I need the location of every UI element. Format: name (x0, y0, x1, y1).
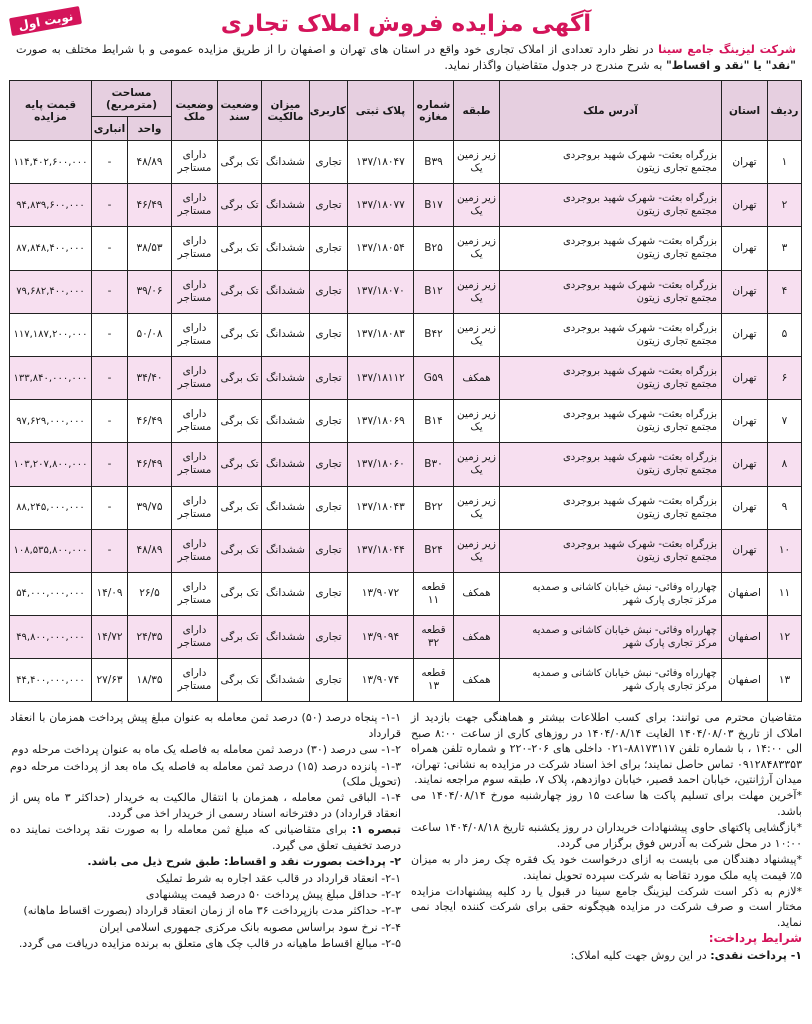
row-doc: تک برگی (218, 400, 262, 443)
row-address (500, 313, 722, 356)
row-status: دارای مستاجر (172, 227, 218, 270)
address-line-1: بزرگراه بعثت- شهرک شهید بروجردی (562, 366, 717, 378)
table-row (10, 572, 802, 615)
address-line-2: مجتمع تجاری زیتون (636, 249, 717, 261)
row-shop: قطعه ۱۳ (414, 659, 454, 702)
row-address (500, 443, 722, 486)
row-status: دارای مستاجر (172, 184, 218, 227)
row-status: دارای مستاجر (172, 356, 218, 399)
row-unit-area: ۲۴/۳۵ (128, 616, 172, 659)
col-area: مساحت (مترمربع) (92, 81, 172, 117)
row-price: ۱۰۳,۲۰۷,۸۰۰,۰۰۰ (10, 443, 92, 486)
row-plate: ۱۳۷/۱۸۱۱۲ (348, 356, 414, 399)
row-price: ۱۱۷,۱۸۷,۲۰۰,۰۰۰ (10, 313, 92, 356)
row-plate: ۱۳۷/۱۸۰۶۹ (348, 400, 414, 443)
cash-payment-label: ۱- پرداخت نقدی: (710, 948, 802, 962)
row-ownership: ششدانگ (262, 313, 310, 356)
discretion-note: *لازم به ذکر است شرکت لیزینگ جامع سینا در قبول یا رد کلیه پیشنهادات مزایده مختار است و صرف شرکت در مزایده هیچگونه حقی برای شرکت کننده ایجاد نمی نماید. (411, 884, 802, 929)
row-ownership: ششدانگ (262, 141, 310, 184)
table-row (10, 356, 802, 399)
table-row (10, 313, 802, 356)
address-line-1: چهارراه وفائی- نبش خیابان کاشانی و صمدیه (532, 625, 717, 637)
deadline-note: *آخرین مهلت برای تسلیم پاکت ها ساعت ۱۵ روز چهارشنبه مورخ ۱۴۰۴/۰۸/۱۴ می باشد. (411, 789, 802, 818)
row-shop: B۴۲ (414, 313, 454, 356)
row-status: دارای مستاجر (172, 141, 218, 184)
row-province: تهران (722, 486, 768, 529)
row-address (500, 400, 722, 443)
row-doc: تک برگی (218, 486, 262, 529)
row-floor: زیر زمین یک (454, 227, 500, 270)
row-price: ۴۴,۴۰۰,۰۰۰,۰۰۰ (10, 659, 92, 702)
table-body (10, 141, 802, 702)
row-usage: تجاری (310, 141, 348, 184)
row-address (500, 227, 722, 270)
row-status: دارای مستاجر (172, 313, 218, 356)
row-number: ۱ (768, 141, 802, 184)
row-doc: تک برگی (218, 184, 262, 227)
term-2-2: ۲-۲- حداقل مبلغ پیش پرداخت ۵۰ درصد قیمت پیشنهادی (145, 887, 401, 901)
address-line-2: مرکز تجاری پارک شهر (623, 681, 717, 693)
row-floor: همکف (454, 659, 500, 702)
row-usage: تجاری (310, 270, 348, 313)
row-shop: B۲۲ (414, 486, 454, 529)
row-province: تهران (722, 270, 768, 313)
row-province: تهران (722, 184, 768, 227)
row-number: ۷ (768, 400, 802, 443)
row-doc: تک برگی (218, 443, 262, 486)
address-line-2: مرکز تجاری پارک شهر (623, 638, 717, 650)
address-line-1: بزرگراه بعثت- شهرک شهید بروجردی (562, 150, 717, 162)
row-storage-area: - (92, 486, 128, 529)
row-ownership: ششدانگ (262, 400, 310, 443)
col-status: وضعیت ملک (172, 81, 218, 141)
col-price: قیمت پایه مزایده (10, 81, 92, 141)
row-status: دارای مستاجر (172, 659, 218, 702)
intro-paragraph (10, 42, 802, 76)
col-ownership: میزان مالکیت (262, 81, 310, 141)
row-number: ۴ (768, 270, 802, 313)
address-line-2: مجتمع تجاری زیتون (636, 335, 717, 347)
row-province: تهران (722, 443, 768, 486)
address-line-1: بزرگراه بعثت- شهرک شهید بروجردی (562, 322, 717, 334)
row-storage-area: - (92, 227, 128, 270)
row-storage-area: ۲۷/۶۳ (92, 659, 128, 702)
opening-note: *بازگشایی پاکتهای حاوی پیشنهادات خریداران در روز یکشنبه تاریخ ۱۴۰۴/۰۸/۱۸ ساعت ۱۰:۰۰ در محل شرکت به آدرس فوق برگزار می گردد. (411, 821, 802, 850)
term-2-5: ۲-۵- مبالغ اقساط ماهیانه در قالب چک های متعلق به برنده مزایده دریافت می گردد. (18, 937, 401, 951)
row-address (500, 356, 722, 399)
page-title: آگهی مزایده فروش املاک تجاری (220, 11, 592, 37)
col-storage: انباری (92, 117, 128, 141)
row-number: ۵ (768, 313, 802, 356)
term-1-2: ۱-۲- سی درصد (۳۰) درصد ثمن معامله به فاصله یک ماه به عنوان پرداخت مرحله دوم (11, 743, 401, 757)
row-status: دارای مستاجر (172, 572, 218, 615)
row-usage: تجاری (310, 659, 348, 702)
address-line-1: چهارراه وفائی- نبش خیابان کاشانی و صمدیه (532, 668, 717, 680)
row-address (500, 659, 722, 702)
header (10, 8, 802, 42)
row-number: ۹ (768, 486, 802, 529)
row-shop: B۳۹ (414, 141, 454, 184)
row-number: ۶ (768, 356, 802, 399)
row-unit-area: ۳۸/۵۳ (128, 227, 172, 270)
row-province: اصفهان (722, 616, 768, 659)
row-storage-area: - (92, 356, 128, 399)
row-doc: تک برگی (218, 141, 262, 184)
row-usage: تجاری (310, 313, 348, 356)
row-floor: زیر زمین یک (454, 400, 500, 443)
row-usage: تجاری (310, 616, 348, 659)
term-1-3: ۱-۳- پانزده درصد (۱۵) درصد ثمن معامله به فاصله یک ماه بعد از پرداخت مرحله دوم (تحویل ملک) (10, 759, 401, 789)
row-shop: G۵۹ (414, 356, 454, 399)
row-unit-area: ۴۶/۴۹ (128, 400, 172, 443)
row-floor: زیر زمین یک (454, 443, 500, 486)
row-unit-area: ۴۸/۸۹ (128, 141, 172, 184)
row-ownership: ششدانگ (262, 227, 310, 270)
row-price: ۷۹,۶۸۲,۴۰۰,۰۰۰ (10, 270, 92, 313)
row-price: ۹۴,۸۳۹,۶۰۰,۰۰۰ (10, 184, 92, 227)
row-plate: ۱۳/۹۰۹۴ (348, 616, 414, 659)
intro-text-2: به شرح مندرج در جدول متقاضیان واگذار نماید. (444, 59, 666, 72)
row-number: ۸ (768, 443, 802, 486)
term-2-1: ۲-۱- انعقاد قرارداد در قالب عقد اجاره به شرط تملیک (156, 871, 401, 885)
row-doc: تک برگی (218, 529, 262, 572)
row-ownership: ششدانگ (262, 616, 310, 659)
address-line-1: بزرگراه بعثت- شهرک شهید بروجردی (562, 409, 717, 421)
term-1-4: ۱-۴- الباقی ثمن معامله ، همزمان با انتقال مالکیت به خریدار (حداکثر ۳ ماه پس از انعقاد قرارداد) در دفترخانه اسناد رسمی از خریدار اخذ می گردد. (10, 791, 401, 820)
row-ownership: ششدانگ (262, 572, 310, 615)
row-unit-area: ۳۹/۷۵ (128, 486, 172, 529)
table-row (10, 227, 802, 270)
row-address (500, 529, 722, 572)
term-1-1: ۱-۱- پنجاه درصد (۵۰) درصد ثمن معامله به عنوان مبلغ پیش پرداخت همزمان با انعقاد قرارداد (10, 711, 402, 740)
row-doc: تک برگی (218, 313, 262, 356)
row-plate: ۱۳۷/۱۸۰۷۷ (348, 184, 414, 227)
row-unit-area: ۴۶/۴۹ (128, 184, 172, 227)
col-floor: طبقه (454, 81, 500, 141)
row-ownership: ششدانگ (262, 529, 310, 572)
row-plate: ۱۳۷/۱۸۰۵۴ (348, 227, 414, 270)
col-shop: شماره مغازه (414, 81, 454, 141)
address-line-2: مجتمع تجاری زیتون (636, 379, 717, 391)
row-unit-area: ۴۶/۴۹ (128, 443, 172, 486)
address-line-1: بزرگراه بعثت- شهرک شهید بروجردی (562, 495, 717, 507)
row-unit-area: ۱۸/۳۵ (128, 659, 172, 702)
row-floor: زیر زمین یک (454, 141, 500, 184)
row-plate: ۱۳۷/۱۸۰۴۴ (348, 529, 414, 572)
row-number: ۲ (768, 184, 802, 227)
row-price: ۱۰۸,۵۳۵,۸۰۰,۰۰۰ (10, 529, 92, 572)
row-floor: همکف (454, 572, 500, 615)
row-usage: تجاری (310, 486, 348, 529)
row-ownership: ششدانگ (262, 659, 310, 702)
row-plate: ۱۳/۹۰۷۴ (348, 659, 414, 702)
row-usage: تجاری (310, 572, 348, 615)
row-ownership: ششدانگ (262, 270, 310, 313)
row-storage-area: - (92, 313, 128, 356)
row-storage-area: ۱۴/۰۹ (92, 572, 128, 615)
row-shop: B۱۴ (414, 400, 454, 443)
row-usage: تجاری (310, 227, 348, 270)
row-address (500, 270, 722, 313)
row-status: دارای مستاجر (172, 486, 218, 529)
row-province: تهران (722, 141, 768, 184)
row-unit-area: ۳۹/۰۶ (128, 270, 172, 313)
row-ownership: ششدانگ (262, 486, 310, 529)
contact-paragraph: متقاضیان محترم می توانند: برای کسب اطلاعات بیشتر و هماهنگی جهت بازدید از املاک از تاریخ ۱۴۰۴/۰۸/۰۳ الغایت ۱۴۰۴/۰۸/۱۴ در روزهای کاری از ساعت ۸:۰۰ صبح الی ۱۴:۰۰ ، با شماره تلفن ۸۸۱۷۳۱۱۷-۰۲۱ داخلی های ۲۰۶-۲۲۰ و شماره تلفن همراه ۰۹۱۲۸۴۸۳۳۵۳ تماس حاصل نمایند؛ برای اخذ اسناد شرکت در مزایده به نشانی: تهران، میدان آرژانتین، خیابان احمد قصیر، خیابان دوازدهم، پلاک ۷، طبقه سوم مراجعه نمایند. (411, 711, 802, 787)
row-storage-area: - (92, 270, 128, 313)
table-row (10, 529, 802, 572)
row-address (500, 141, 722, 184)
row-floor: زیر زمین یک (454, 184, 500, 227)
row-ownership: ششدانگ (262, 356, 310, 399)
terms-section (10, 710, 802, 1015)
col-province: استان (722, 81, 768, 141)
address-line-1: چهارراه وفائی- نبش خیابان کاشانی و صمدیه (532, 581, 717, 593)
row-shop: B۳۰ (414, 443, 454, 486)
row-price: ۸۷,۸۴۸,۴۰۰,۰۰۰ (10, 227, 92, 270)
row-shop: قطعه ۱۱ (414, 572, 454, 615)
col-unit: واحد (128, 117, 172, 141)
row-shop: B۱۲ (414, 270, 454, 313)
row-floor: زیر زمین یک (454, 529, 500, 572)
row-plate: ۱۳۷/۱۸۰۶۰ (348, 443, 414, 486)
row-doc: تک برگی (218, 270, 262, 313)
intro-payment-types: "نقد" یا "نقد و اقساط" (665, 59, 796, 72)
row-doc: تک برگی (218, 356, 262, 399)
address-line-2: مجتمع تجاری زیتون (636, 508, 717, 520)
discount-note (10, 822, 401, 853)
row-unit-area: ۵۰/۰۸ (128, 313, 172, 356)
row-unit-area: ۲۶/۵ (128, 572, 172, 615)
row-address (500, 616, 722, 659)
row-storage-area: - (92, 400, 128, 443)
term-2-3: ۲-۳- حداکثر مدت بازپرداخت ۳۶ ماه از زمان انعقاد قرارداد (بصورت اقساط ماهانه) (23, 904, 401, 918)
address-line-2: مجتمع تجاری زیتون (636, 465, 717, 477)
col-usage: کاربری (310, 81, 348, 141)
row-number: ۱۲ (768, 616, 802, 659)
row-ownership: ششدانگ (262, 184, 310, 227)
address-line-2: مجتمع تجاری زیتون (636, 292, 717, 304)
col-row: ردیف (768, 81, 802, 141)
row-floor: همکف (454, 616, 500, 659)
term-2-4: ۲-۴- نرخ سود براساس مصوبه بانک مرکزی جمهوری اسلامی ایران (99, 920, 401, 934)
row-price: ۱۳۳,۸۴۰,۰۰۰,۰۰۰ (10, 356, 92, 399)
table-row (10, 443, 802, 486)
row-plate: ۱۳۷/۱۸۰۴۳ (348, 486, 414, 529)
row-floor: همکف (454, 356, 500, 399)
address-line-2: مرکز تجاری پارک شهر (623, 594, 717, 606)
row-doc: تک برگی (218, 616, 262, 659)
row-status: دارای مستاجر (172, 400, 218, 443)
row-usage: تجاری (310, 356, 348, 399)
properties-table (9, 80, 802, 702)
edition-badge: نوبت اول (9, 6, 82, 36)
row-price: ۱۱۴,۴۰۲,۶۰۰,۰۰۰ (10, 141, 92, 184)
row-plate: ۱۳۷/۱۸۰۷۰ (348, 270, 414, 313)
row-number: ۳ (768, 227, 802, 270)
col-address: آدرس ملک (500, 81, 722, 141)
row-unit-area: ۴۸/۸۹ (128, 529, 172, 572)
row-price: ۸۸,۲۴۵,۰۰۰,۰۰۰ (10, 486, 92, 529)
row-status: دارای مستاجر (172, 529, 218, 572)
row-unit-area: ۳۴/۴۰ (128, 356, 172, 399)
address-line-2: مجتمع تجاری زیتون (636, 551, 717, 563)
address-line-1: بزرگراه بعثت- شهرک شهید بروجردی (562, 236, 717, 248)
row-storage-area: - (92, 184, 128, 227)
discount-note-text: برای متقاضیانی که مبلغ ثمن معامله را به صورت نقد پرداخت نمایند ده درصد تخفیف تعلق می گیرد. (10, 823, 401, 852)
row-status: دارای مستاجر (172, 616, 218, 659)
address-line-1: بزرگراه بعثت- شهرک شهید بروجردی (562, 193, 717, 205)
row-storage-area: ۱۴/۷۲ (92, 616, 128, 659)
row-usage: تجاری (310, 184, 348, 227)
address-line-1: بزرگراه بعثت- شهرک شهید بروجردی (562, 452, 717, 464)
table-row (10, 486, 802, 529)
row-number: ۱۳ (768, 659, 802, 702)
row-storage-area: - (92, 141, 128, 184)
intro-text-1: در نظر دارد تعدادی از املاک تجاری خود واقع در استان های تهران و اصفهان را از طریق مزایده عمومی و با شرایط مختلف به صورت (16, 43, 659, 56)
row-province: تهران (722, 313, 768, 356)
row-number: ۱۰ (768, 529, 802, 572)
row-province: تهران (722, 227, 768, 270)
row-price: ۹۷,۶۲۹,۰۰۰,۰۰۰ (10, 400, 92, 443)
cash-payment-line (411, 948, 802, 963)
cash-payment-text: در این روش جهت کلیه املاک: (570, 948, 711, 962)
table-row (10, 616, 802, 659)
col-plate: پلاک ثبتی (348, 81, 414, 141)
row-usage: تجاری (310, 443, 348, 486)
row-storage-area: - (92, 529, 128, 572)
payment-terms-heading: شرایط پرداخت: (708, 931, 802, 946)
table-row (10, 270, 802, 313)
address-line-2: مجتمع تجاری زیتون (636, 206, 717, 218)
row-usage: تجاری (310, 400, 348, 443)
terms-left-column (10, 710, 401, 1015)
row-status: دارای مستاجر (172, 443, 218, 486)
address-line-2: مجتمع تجاری زیتون (636, 422, 717, 434)
row-floor: زیر زمین یک (454, 486, 500, 529)
row-price: ۴۹,۸۰۰,۰۰۰,۰۰۰ (10, 616, 92, 659)
company-name: شرکت لیزینگ جامع سینا (658, 43, 796, 56)
row-floor: زیر زمین یک (454, 313, 500, 356)
table-row (10, 659, 802, 702)
row-doc: تک برگی (218, 227, 262, 270)
row-province: تهران (722, 356, 768, 399)
col-doc: وضعیت سند (218, 81, 262, 141)
row-doc: تک برگی (218, 659, 262, 702)
term-2: ۲- پرداخت بصورت نقد و اقساط: طبق شرح ذیل می باشد. (87, 855, 401, 869)
row-address (500, 184, 722, 227)
address-line-2: مجتمع تجاری زیتون (636, 163, 717, 175)
row-status: دارای مستاجر (172, 270, 218, 313)
row-shop: B۲۴ (414, 529, 454, 572)
table-row (10, 141, 802, 184)
address-line-1: بزرگراه بعثت- شهرک شهید بروجردی (562, 279, 717, 291)
row-usage: تجاری (310, 529, 348, 572)
row-shop: B۲۵ (414, 227, 454, 270)
row-plate: ۱۳/۹۰۷۲ (348, 572, 414, 615)
row-storage-area: - (92, 443, 128, 486)
table-row (10, 184, 802, 227)
row-province: تهران (722, 529, 768, 572)
row-plate: ۱۳۷/۱۸۰۸۳ (348, 313, 414, 356)
row-shop: قطعه ۳۲ (414, 616, 454, 659)
table-row (10, 400, 802, 443)
row-shop: B۱۷ (414, 184, 454, 227)
row-price: ۵۴,۰۰۰,۰۰۰,۰۰۰ (10, 572, 92, 615)
terms-right-column (411, 710, 802, 1015)
row-number: ۱۱ (768, 572, 802, 615)
row-province: اصفهان (722, 659, 768, 702)
row-address (500, 486, 722, 529)
guarantee-note: *پیشنهاد دهندگان می بایست به ازای درخواست خود یک فقره چک رمز دار به میزان ۵٪ قیمت پایه ملک مورد تقاضا به شرکت سپرده تحویل نمایند. (411, 853, 802, 882)
address-line-1: بزرگراه بعثت- شهرک شهید بروجردی (562, 538, 717, 550)
row-address (500, 572, 722, 615)
row-plate: ۱۳۷/۱۸۰۴۷ (348, 141, 414, 184)
row-doc: تک برگی (218, 572, 262, 615)
discount-note-label: تبصره ۱: (351, 823, 401, 837)
row-province: تهران (722, 400, 768, 443)
row-ownership: ششدانگ (262, 443, 310, 486)
row-province: اصفهان (722, 572, 768, 615)
row-floor: زیر زمین یک (454, 270, 500, 313)
